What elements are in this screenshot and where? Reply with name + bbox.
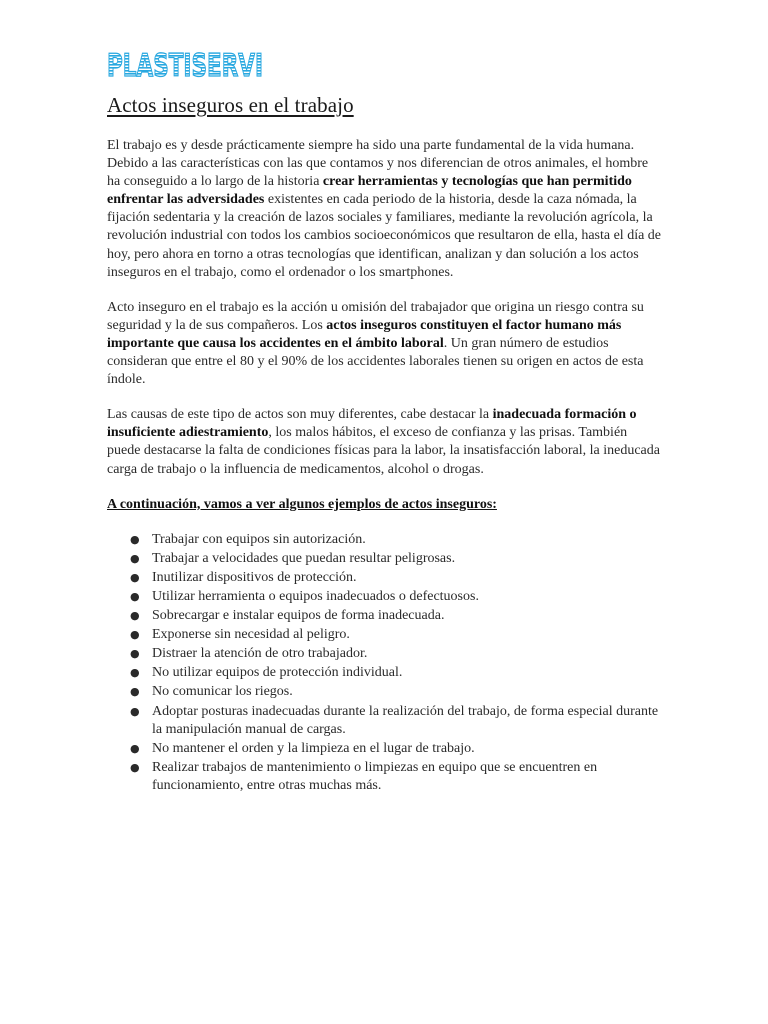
- bullet-icon: ●: [130, 741, 140, 755]
- examples-subheading: A continuación, vamos a ver algunos ejemplos de actos inseguros:: [107, 496, 497, 512]
- bullet-icon: ●: [130, 609, 140, 623]
- bullet-icon: ●: [130, 666, 140, 680]
- list-item: ● Adoptar posturas inadecuadas durante la realización del trabajo, de forma especial durante la manipulación manual de cargas.: [130, 703, 659, 737]
- list-item: ● Realizar trabajos de mantenimiento o limpiezas en equipo que se encuentren en funcionamiento, entre otras muchas más.: [130, 759, 598, 793]
- list-item: ● Trabajar a velocidades que puedan resultar peligrosas.: [107, 550, 663, 568]
- bullet-icon: ●: [130, 570, 140, 584]
- list-item: ● No utilizar equipos de protección individual.: [107, 664, 663, 682]
- intro-emphasis: crear herramientas y tecnologías que han permitido enfrentar las adversidades: [107, 174, 632, 208]
- bullet-icon: ●: [130, 647, 140, 661]
- list-item: ● No comunicar los riegos.: [107, 683, 663, 701]
- causes-paragraph: Las causas de este tipo de actos son muy diferentes, cabe destacar la inadecuada formación o insuficiente adiestramiento, los malos hábitos, el exceso de confianza y las prisas. También puede destacarse la falta de condiciones físicas para la labor, la insatisfacción laboral, la ineducada carga de trabajo o la influencia de medicamentos, alcohol o drogas.: [107, 407, 660, 477]
- definition-paragraph: Acto inseguro en el trabajo es la acción u omisión del trabajador que origina un riesgo contra su seguridad y la de sus compañeros. Los actos inseguros constituyen el factor humano más importante que causa los accidentes en el ámbito laboral. Un gran número de estudios consideran que entre el 80 y el 90% de los accidentes laborales tienen su origen en actos de esta índole.: [107, 299, 644, 388]
- bullet-icon: ●: [130, 685, 140, 699]
- bullet-icon: ●: [130, 551, 140, 565]
- bullet-icon: ●: [130, 589, 140, 603]
- list-item: ● Exponerse sin necesidad al peligro.: [107, 626, 663, 644]
- page-title: Actos inseguros en el trabajo: [107, 93, 354, 117]
- list-item: ● Inutilizar dispositivos de protección.: [107, 569, 663, 587]
- bullet-icon: ●: [130, 628, 140, 642]
- list-item: ● Trabajar con equipos sin autorización.: [107, 531, 663, 549]
- list-item: ● No mantener el orden y la limpieza en el lugar de trabajo.: [107, 740, 663, 758]
- definition-emphasis: actos inseguros constituyen el factor humano más importante que causa los accidentes en el ámbito laboral: [107, 317, 622, 351]
- intro-paragraph: El trabajo es y desde prácticamente siempre ha sido una parte fundamental de la vida humana. Debido a las características con las que contamos y nos diferencian de otros animales, el hombre ha conseguido a lo largo de la historia crear herramientas y tecnologías que han permitido enfrentar las adversidades existentes en cada periodo de la historia, desde la caza nómada, la fijación sedentaria y la creación de lazos sociales y familiares, mediante la revolución agrícola, la revolución industrial con todos los cambios socioeconómicos que resultaron de ella, hasta el día de hoy, pero ahora en torno a otras tecnologías que identifican, analizan y dan solución a los actos inseguros en el trabajo, como el ordenador o los smartphones.: [107, 138, 662, 280]
- list-item: ● Utilizar herramienta o equipos inadecuados o defectuosos.: [107, 588, 663, 606]
- plastiservi-logo: [106, 40, 266, 88]
- logo-text: PLASTISERVI: [107, 48, 263, 84]
- bullet-icon: ●: [130, 532, 140, 546]
- list-item: ● Distraer la atención de otro trabajador.: [107, 645, 663, 663]
- list-item: ● Sobrecargar e instalar equipos de forma inadecuada.: [107, 607, 663, 625]
- bullet-icon: ●: [130, 760, 140, 774]
- article-body: [107, 137, 663, 796]
- examples-list: [107, 531, 663, 795]
- causes-emphasis: inadecuada formación o insuficiente adiestramiento: [107, 407, 637, 441]
- bullet-icon: ●: [130, 704, 140, 718]
